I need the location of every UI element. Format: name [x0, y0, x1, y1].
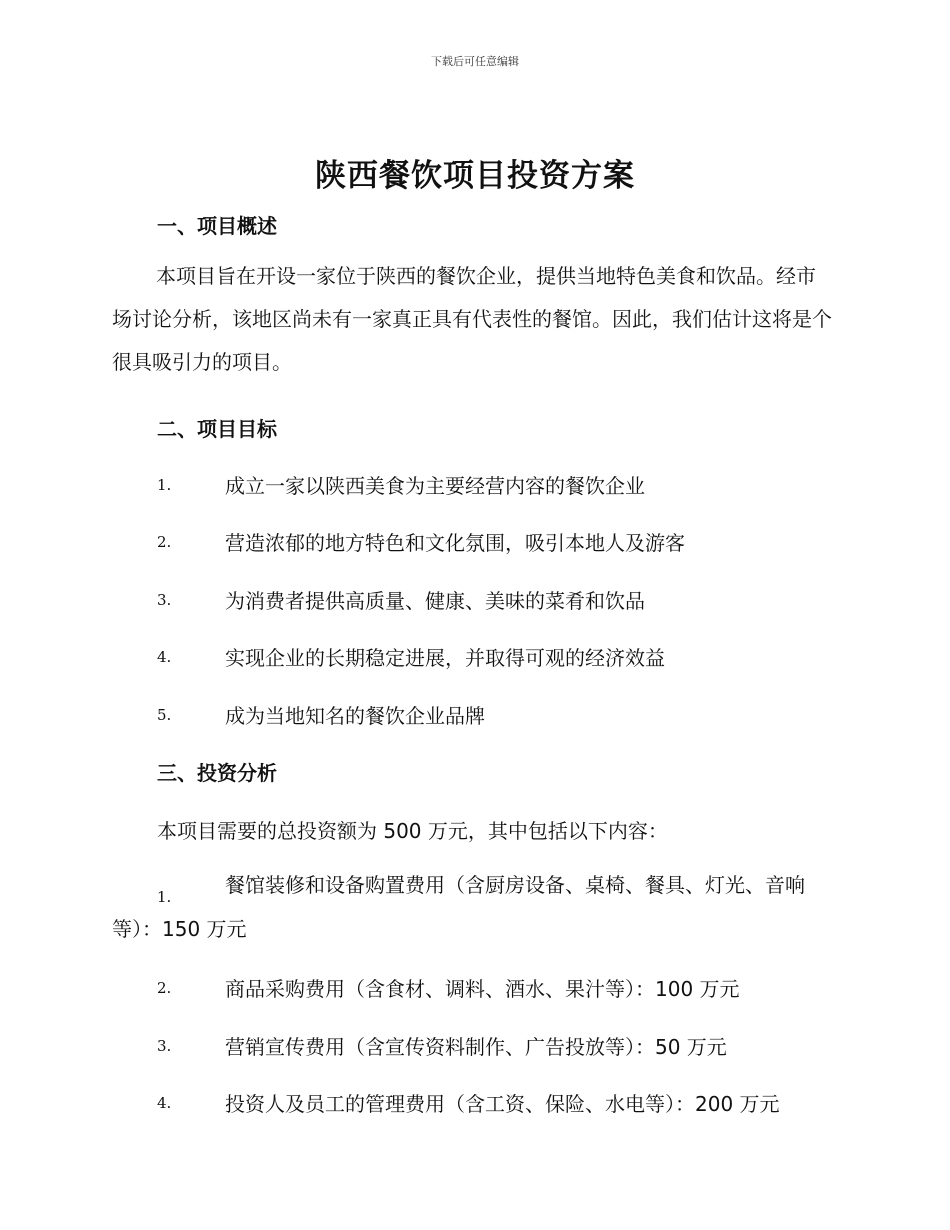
investment-number: 3.	[157, 1037, 172, 1055]
investment-item	[0, 973, 950, 1003]
investment-text: 商品采购费用（含食材、调料、酒水、果汁等）：100 万元	[225, 977, 740, 1001]
goal-number: 1.	[157, 476, 172, 494]
goal-number: 4.	[157, 648, 172, 666]
investment-text: 营销宣传费用（含宣传资料制作、广告投放等）：50 万元	[225, 1035, 727, 1059]
section-1-heading: 一、项目概述	[157, 214, 277, 238]
section-3-heading: 三、投资分析	[157, 761, 277, 785]
goal-item	[0, 700, 950, 730]
goal-text: 营造浓郁的地方特色和文化氛围，吸引本地人及游客	[225, 531, 685, 555]
goal-item	[0, 470, 950, 500]
section-1-body: 本项目旨在开设一家位于陕西的餐饮企业，提供当地特色美食和饮品。经市场讨论分析，该地区尚未有一家真正具有代表性的餐馆。因此，我们估计这将是个很具吸引力的项目。	[112, 264, 832, 374]
investment-number: 2.	[157, 979, 172, 997]
investment-item	[0, 1031, 950, 1061]
document-title: 陕西餐饮项目投资方案	[315, 158, 635, 194]
investment-text: 餐馆装修和设备购置费用（含厨房设备、桌椅、餐具、灯光、音响等）：150 万元	[112, 873, 805, 941]
investment-intro: 本项目需要的总投资额为 500 万元，其中包括以下内容：	[157, 819, 668, 843]
goal-number: 2.	[157, 533, 172, 551]
investment-item	[112, 863, 832, 951]
goal-number: 3.	[157, 591, 172, 609]
goal-item	[0, 642, 950, 672]
goal-text: 为消费者提供高质量、健康、美味的菜肴和饮品	[225, 589, 645, 613]
goal-item	[0, 585, 950, 615]
investment-number: 1.	[157, 888, 172, 906]
investment-number: 4.	[157, 1094, 172, 1112]
goal-text: 成为当地知名的餐饮企业品牌	[225, 704, 485, 728]
goal-text: 实现企业的长期稳定进展，并取得可观的经济效益	[225, 646, 665, 670]
goal-text: 成立一家以陕西美食为主要经营内容的餐饮企业	[225, 474, 645, 498]
header-note: 下载后可任意编辑	[431, 55, 519, 68]
investment-text: 投资人及员工的管理费用（含工资、保险、水电等）：200 万元	[225, 1092, 780, 1116]
section-2-heading: 二、项目目标	[157, 417, 277, 441]
goal-item	[0, 527, 950, 557]
goal-number: 5.	[157, 706, 172, 724]
investment-item	[0, 1088, 950, 1118]
